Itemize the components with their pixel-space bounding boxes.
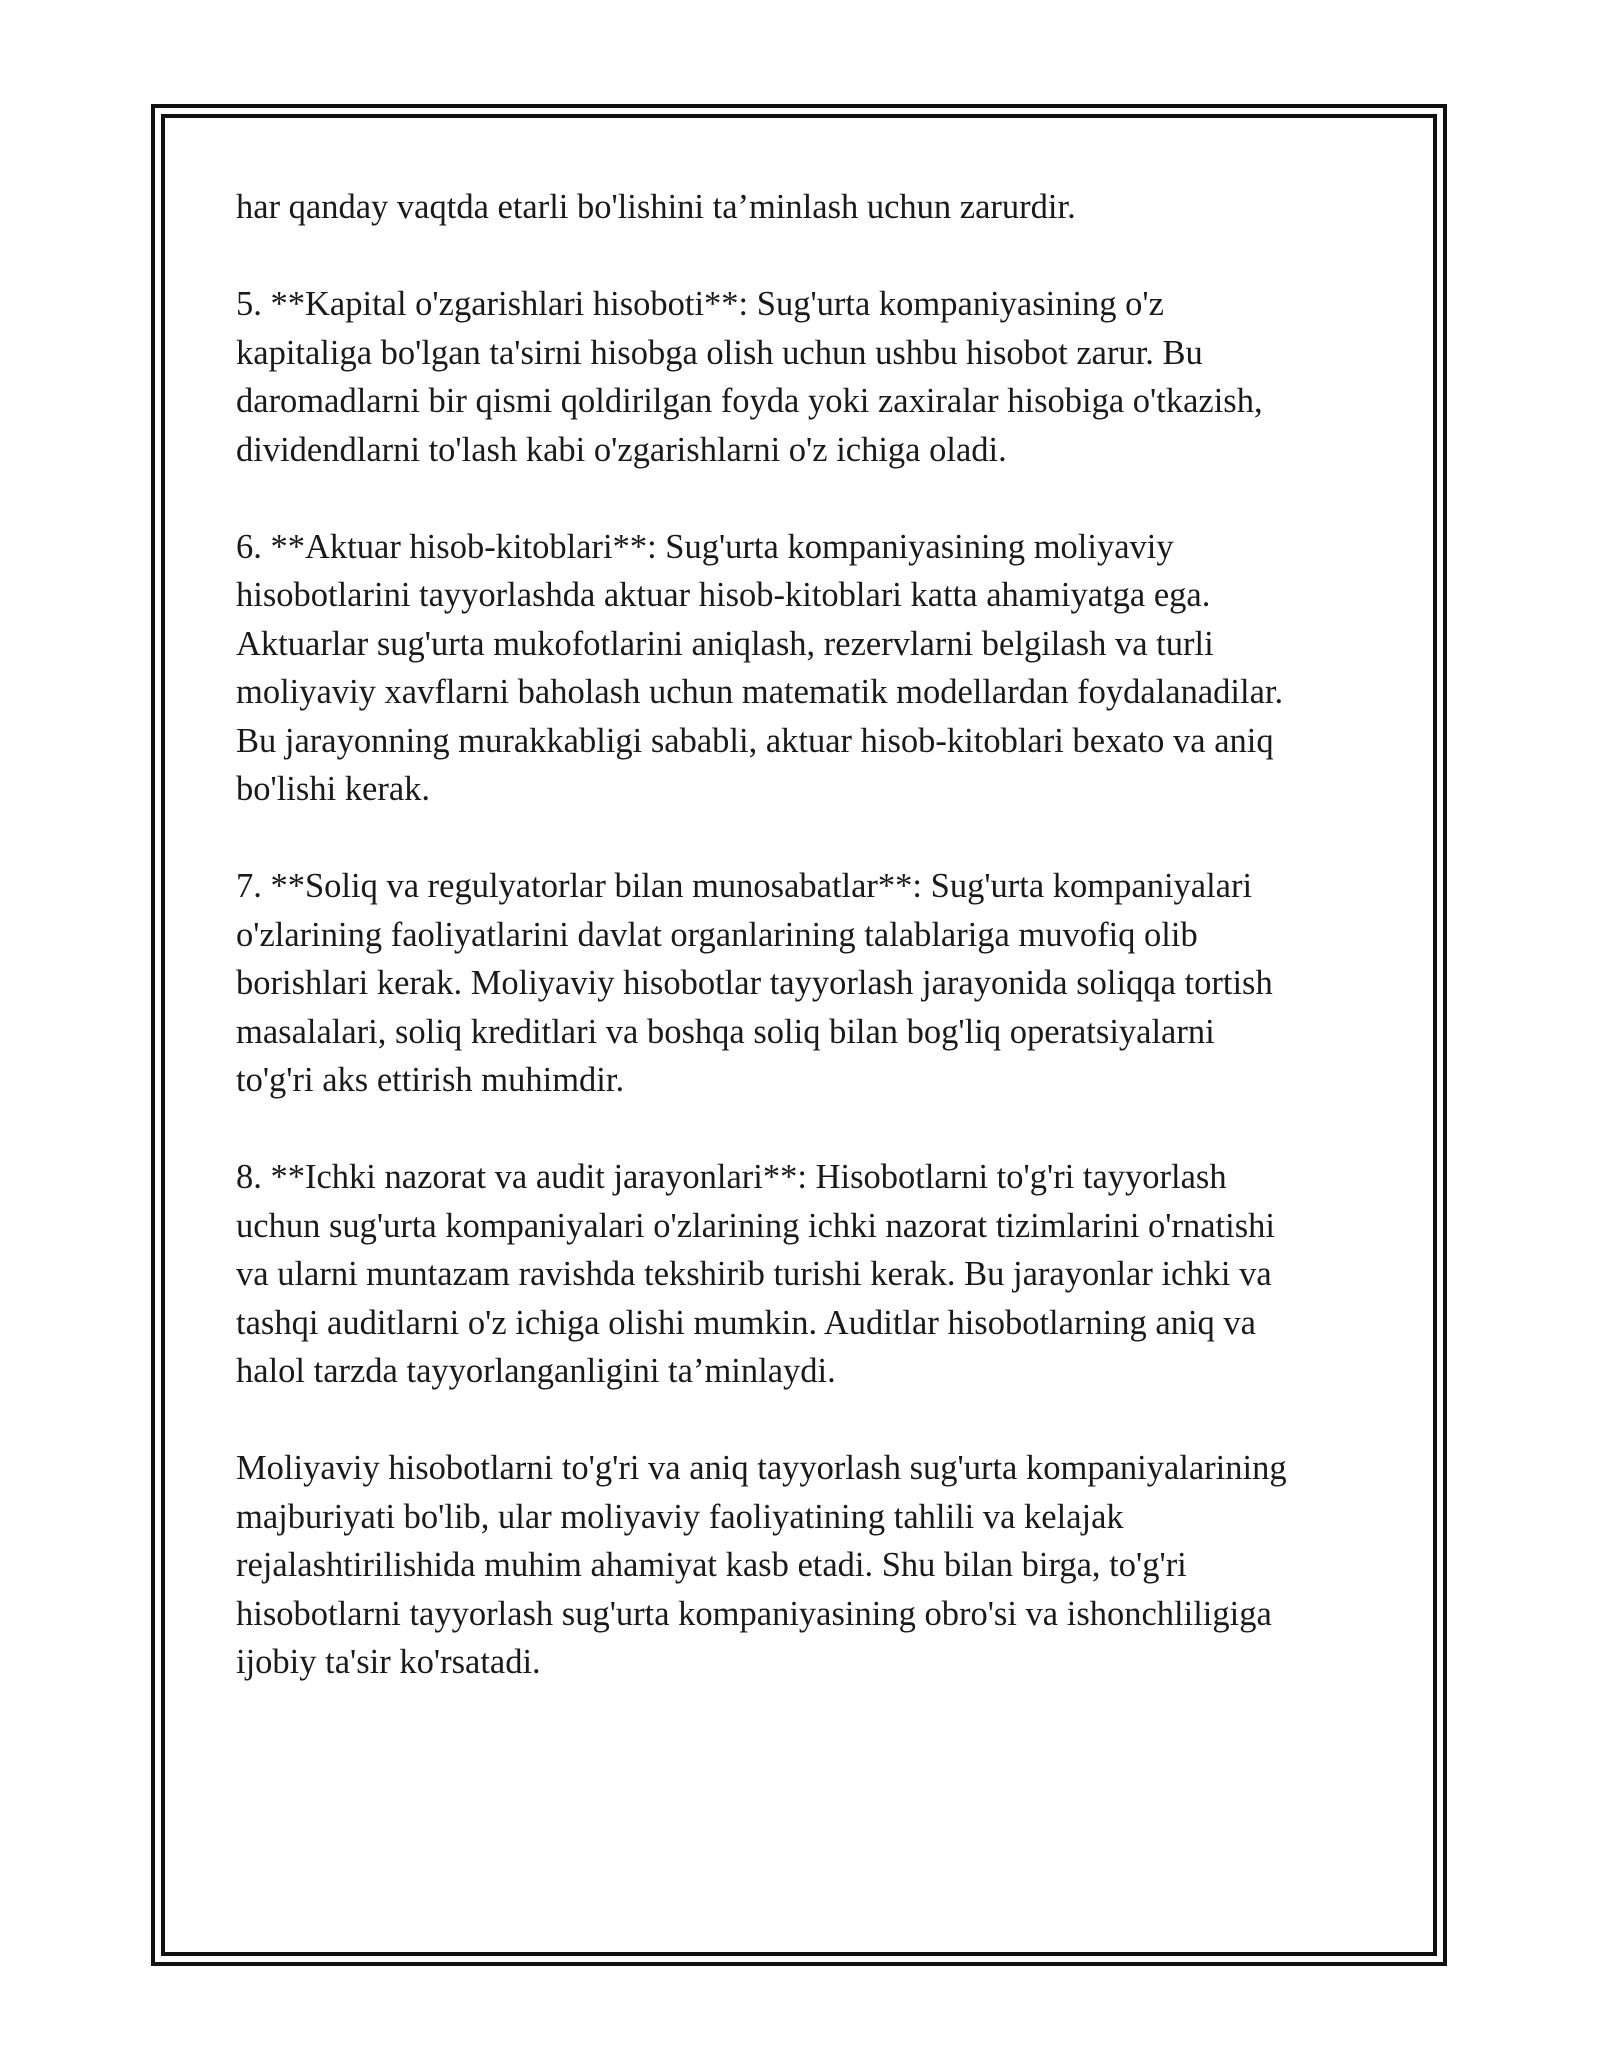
- text-line: dividendlarni to'lash kabi o'zgarishlarni o'z ichiga oladi.: [236, 430, 1007, 469]
- paragraph-item-8: [236, 1153, 1376, 1396]
- text-line: daromadlarni bir qismi qoldirilgan foyda yoki zaxiralar hisobiga o'tkazish,: [236, 382, 1263, 420]
- text-line: halol tarzda tayyorlanganligini ta’minlaydi.: [236, 1352, 836, 1390]
- document-body: [236, 183, 1376, 1735]
- text-line: ijobiy ta'sir ko'rsatadi.: [236, 1643, 541, 1681]
- text-line: masalalari, soliq kreditlari va boshqa soliq bilan bog'liq operatsiyalarni: [236, 1012, 1215, 1051]
- paragraph-conclusion: [236, 1444, 1376, 1687]
- paragraph-continuation: [236, 183, 1376, 232]
- text-line: hisobotlarni tayyorlash sug'urta kompaniyasining obro'si va ishonchliligiga: [236, 1594, 1272, 1633]
- text-line: Bu jarayonning murakkabligi sababli, aktuar hisob-kitoblari bexato va aniq: [236, 721, 1274, 760]
- text-line: tashqi auditlarni o'z ichiga olishi mumkin. Auditlar hisobotlarning aniq va: [236, 1303, 1256, 1342]
- text-line: moliyaviy xavflarni baholash uchun matematik modellardan foydalanadilar.: [236, 673, 1284, 711]
- text-line: borishlari kerak. Moliyaviy hisobotlar tayyorlash jarayonida soliqqa tortish: [236, 964, 1273, 1002]
- paragraph-item-5: [236, 280, 1376, 474]
- text-line: Aktuarlar sug'urta mukofotlarini aniqlash, rezervlarni belgilash va turli: [236, 624, 1214, 663]
- text-line: majburiyati bo'lib, ular moliyaviy faoliyatining tahlili va kelajak: [236, 1497, 1124, 1536]
- text-line: uchun sug'urta kompaniyalari o'zlarining ichki nazorat tizimlarini o'rnatishi: [236, 1206, 1275, 1245]
- paragraph-item-7: [236, 862, 1376, 1105]
- text-line: o'zlarining faoliyatlarini davlat organlarining talablariga muvofiq olib: [236, 915, 1198, 954]
- text-line: 8. **Ichki nazorat va audit jarayonlari**: Hisobotlarni to'g'ri tayyorlash: [236, 1158, 1227, 1196]
- text-line: 7. **Soliq va regulyatorlar bilan munosabatlar**: Sug'urta kompaniyalari: [236, 867, 1253, 905]
- text-line: har qanday vaqtda etarli bo'lishini ta’minlash uchun zarurdir.: [236, 188, 1076, 226]
- text-line: rejalashtirilishida muhim ahamiyat kasb etadi. Shu bilan birga, to'g'ri: [236, 1546, 1187, 1584]
- text-line: 6. **Aktuar hisob-kitoblari**: Sug'urta kompaniyasining moliyaviy: [236, 527, 1174, 566]
- text-line: kapitaliga bo'lgan ta'sirni hisobga olish uchun ushbu hisobot zarur. Bu: [236, 333, 1203, 372]
- text-line: Moliyaviy hisobotlarni to'g'ri va aniq tayyorlash sug'urta kompaniyalarining: [236, 1449, 1287, 1487]
- paragraph-item-6: [236, 523, 1376, 814]
- text-line: to'g'ri aks ettirish muhimdir.: [236, 1061, 625, 1099]
- text-line: hisobotlarini tayyorlashda aktuar hisob-kitoblari katta ahamiyatga ega.: [236, 576, 1211, 614]
- text-line: 5. **Kapital o'zgarishlari hisoboti**: Sug'urta kompaniyasining o'z: [236, 285, 1164, 323]
- text-line: va ularni muntazam ravishda tekshirib turishi kerak. Bu jarayonlar ichki va: [236, 1255, 1272, 1293]
- text-line: bo'lishi kerak.: [236, 770, 431, 808]
